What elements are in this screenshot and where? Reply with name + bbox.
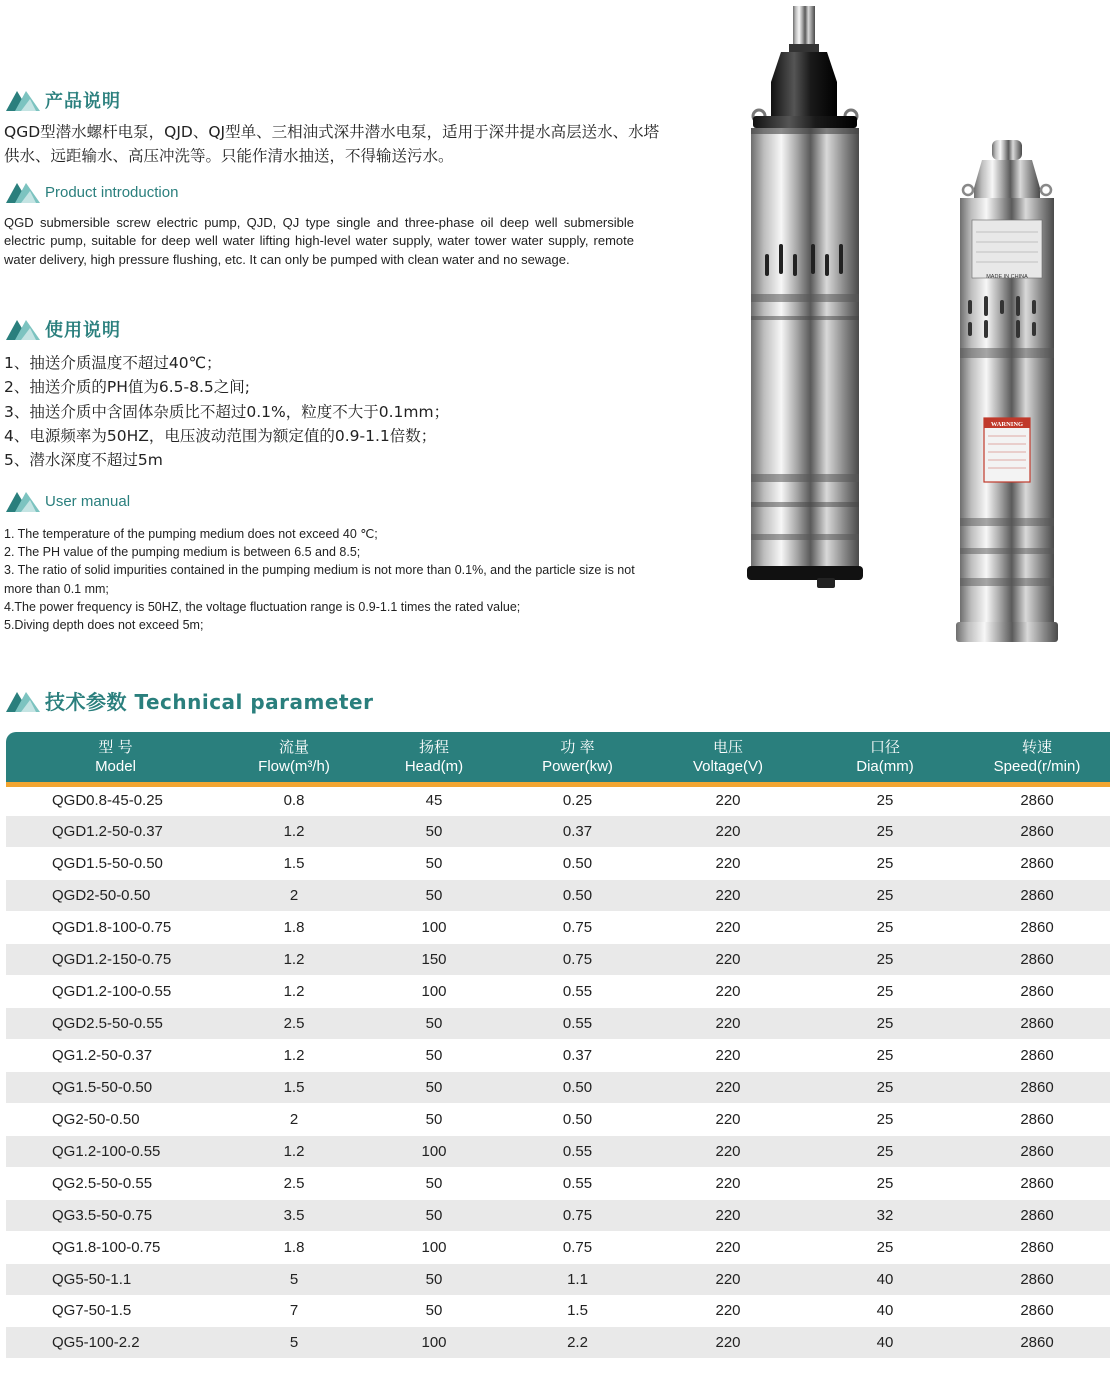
- table-cell: QGD2.5-50-0.55: [6, 1008, 225, 1040]
- table-cell: 2860: [964, 848, 1110, 880]
- table-cell: 0.55: [505, 1167, 650, 1199]
- table-cell: 50: [363, 848, 505, 880]
- product-intro-heading-cn: [6, 87, 121, 113]
- table-cell: 25: [806, 784, 964, 816]
- brand-logo-icon: [6, 490, 40, 512]
- table-cell: 220: [650, 976, 806, 1008]
- table-cell: 0.55: [505, 976, 650, 1008]
- table-cell: 0.75: [505, 944, 650, 976]
- table-cell: 50: [363, 1263, 505, 1295]
- table-cell: QGD1.5-50-0.50: [6, 848, 225, 880]
- table-cell: QG3.5-50-0.75: [6, 1199, 225, 1231]
- table-cell: QG1.8-100-0.75: [6, 1231, 225, 1263]
- table-cell: 220: [650, 1008, 806, 1040]
- section-title: 技术参数 Technical parameter: [45, 690, 374, 714]
- table-cell: QG7-50-1.5: [6, 1295, 225, 1327]
- table-cell: 25: [806, 1135, 964, 1167]
- table-cell: 2860: [964, 1231, 1110, 1263]
- column-header-flow: 流量 Flow(m³/h): [225, 732, 363, 784]
- table-cell: 220: [650, 1199, 806, 1231]
- table-cell: 220: [650, 1167, 806, 1199]
- table-row: [6, 944, 1110, 976]
- table-cell: 0.8: [225, 784, 363, 816]
- brand-logo-icon: [6, 318, 40, 340]
- table-cell: 2860: [964, 880, 1110, 912]
- table-cell: QG5-100-2.2: [6, 1327, 225, 1359]
- table-cell: QGD1.2-100-0.55: [6, 976, 225, 1008]
- column-header-voltage: 电压 Voltage(V): [650, 732, 806, 784]
- table-row: [6, 816, 1110, 848]
- table-cell: 2.5: [225, 1008, 363, 1040]
- table-cell: 0.50: [505, 1071, 650, 1103]
- list-item: 3、抽送介质中含固体杂质比不超过0.1%，粒度不大于0.1mm；: [4, 402, 450, 421]
- table-cell: QG2-50-0.50: [6, 1103, 225, 1135]
- table-cell: 1.1: [505, 1263, 650, 1295]
- table-cell: 0.50: [505, 880, 650, 912]
- table-cell: 220: [650, 1135, 806, 1167]
- table-cell: 50: [363, 816, 505, 848]
- table-cell: 50: [363, 1008, 505, 1040]
- table-cell: 220: [650, 880, 806, 912]
- table-cell: QG1.2-50-0.37: [6, 1040, 225, 1072]
- product-intro-text-cn: QGD型潜水螺杆电泵，QJD、QJ型单、三相油式深井潜水电泵，适用于深井提水高层送水、水塔供水、远距输水、高压冲洗等。只能作清水抽送，不得输送污水。: [4, 123, 660, 165]
- table-cell: 50: [363, 880, 505, 912]
- table-cell: 5: [225, 1327, 363, 1359]
- usage-list-en: [4, 525, 644, 634]
- table-cell: 2860: [964, 784, 1110, 816]
- table-cell: 50: [363, 1199, 505, 1231]
- table-row: [6, 784, 1110, 816]
- table-row: [6, 1327, 1110, 1359]
- list-item: 5、潜水深度不超过5m: [4, 451, 163, 470]
- table-cell: 2.5: [225, 1167, 363, 1199]
- table-cell: 220: [650, 1295, 806, 1327]
- table-cell: 100: [363, 1135, 505, 1167]
- table-cell: 2860: [964, 1135, 1110, 1167]
- table-cell: 2860: [964, 912, 1110, 944]
- table-cell: 220: [650, 1071, 806, 1103]
- table-cell: 25: [806, 1040, 964, 1072]
- table-cell: 25: [806, 848, 964, 880]
- table-cell: 2860: [964, 816, 1110, 848]
- table-cell: 1.2: [225, 1040, 363, 1072]
- table-cell: 2: [225, 880, 363, 912]
- warning-label: WARNING: [990, 421, 1024, 428]
- table-row: [6, 1135, 1110, 1167]
- table-row: [6, 1167, 1110, 1199]
- table-cell: 220: [650, 1040, 806, 1072]
- table-cell: 45: [363, 784, 505, 816]
- brand-logo-icon: [6, 690, 40, 712]
- table-cell: 0.37: [505, 816, 650, 848]
- table-cell: 2: [225, 1103, 363, 1135]
- column-header-head: 扬程 Head(m): [363, 732, 505, 784]
- table-cell: 0.75: [505, 1199, 650, 1231]
- table-cell: 1.2: [225, 976, 363, 1008]
- table-cell: QGD1.2-150-0.75: [6, 944, 225, 976]
- table-cell: 25: [806, 976, 964, 1008]
- table-cell: QG2.5-50-0.55: [6, 1167, 225, 1199]
- table-cell: 100: [363, 912, 505, 944]
- usage-heading-en: [6, 490, 130, 512]
- table-cell: 0.55: [505, 1135, 650, 1167]
- table-row: [6, 1040, 1110, 1072]
- table-cell: 220: [650, 1231, 806, 1263]
- table-cell: 1.2: [225, 1135, 363, 1167]
- table-row: [6, 1008, 1110, 1040]
- spec-table: [6, 732, 1110, 1359]
- table-row: [6, 880, 1110, 912]
- table-cell: QG5-50-1.1: [6, 1263, 225, 1295]
- table-cell: 2860: [964, 944, 1110, 976]
- table-row: [6, 1199, 1110, 1231]
- technical-heading: [6, 686, 373, 715]
- product-intro-text-en: QGD submersible screw electric pump, QJD, QJ type single and three-phase oil deep well submersible electric pump, suitable for deep well water lifting high-level water supply, water tower water supply, remote water delivery, high pressure flushing, etc. It can only be pumped with clean water and no sewage.: [4, 215, 634, 267]
- table-cell: 220: [650, 848, 806, 880]
- table-cell: 1.5: [225, 1071, 363, 1103]
- list-item: 4.The power frequency is 50HZ, the voltage fluctuation range is 0.9-1.1 times the rated value;: [4, 599, 521, 614]
- column-header-speed: 转速 Speed(r/min): [964, 732, 1110, 784]
- table-cell: 1.2: [225, 816, 363, 848]
- table-cell: 25: [806, 1008, 964, 1040]
- table-cell: 2860: [964, 1327, 1110, 1359]
- usage-list-cn: [4, 351, 664, 472]
- table-cell: 50: [363, 1167, 505, 1199]
- table-header-row: [6, 732, 1110, 784]
- section-title: Product introduction: [45, 183, 179, 201]
- column-header-power: 功 率 Power(kw): [505, 732, 650, 784]
- table-cell: 220: [650, 1327, 806, 1359]
- table-cell: QGD2-50-0.50: [6, 880, 225, 912]
- table-cell: 5: [225, 1263, 363, 1295]
- list-item: 4、电源频率为50HZ，电压波动范围为额定值的0.9-1.1倍数；: [4, 426, 437, 445]
- section-title: 使用说明: [45, 320, 121, 341]
- table-cell: 100: [363, 976, 505, 1008]
- table-cell: 0.75: [505, 1231, 650, 1263]
- brand-logo-icon: [6, 89, 40, 111]
- table-cell: 0.37: [505, 1040, 650, 1072]
- table-cell: 0.50: [505, 1103, 650, 1135]
- list-item: 1. The temperature of the pumping medium does not exceed 40 ℃;: [4, 527, 378, 541]
- table-cell: 50: [363, 1040, 505, 1072]
- table-cell: 220: [650, 944, 806, 976]
- made-in-label: MADE IN CHINA: [986, 274, 1028, 280]
- column-header-dia: 口径 Dia(mm): [806, 732, 964, 784]
- table-cell: 25: [806, 1103, 964, 1135]
- table-cell: 40: [806, 1263, 964, 1295]
- usage-heading-cn: [6, 316, 121, 342]
- table-cell: 0.50: [505, 848, 650, 880]
- table-cell: 150: [363, 944, 505, 976]
- section-title: User manual: [45, 492, 131, 510]
- table-cell: 220: [650, 816, 806, 848]
- table-cell: 1.2: [225, 944, 363, 976]
- table-cell: 220: [650, 1103, 806, 1135]
- pump-image-small: [952, 138, 1062, 650]
- table-cell: 2860: [964, 1199, 1110, 1231]
- table-cell: 100: [363, 1231, 505, 1263]
- table-cell: 25: [806, 816, 964, 848]
- table-cell: 50: [363, 1071, 505, 1103]
- table-cell: 0.75: [505, 912, 650, 944]
- table-cell: 1.5: [225, 848, 363, 880]
- section-title: 产品说明: [45, 91, 121, 112]
- list-item: 5.Diving depth does not exceed 5m;: [4, 618, 204, 633]
- table-cell: 220: [650, 912, 806, 944]
- table-cell: QG1.2-100-0.55: [6, 1135, 225, 1167]
- table-cell: 50: [363, 1295, 505, 1327]
- table-cell: 2860: [964, 1295, 1110, 1327]
- table-cell: 3.5: [225, 1199, 363, 1231]
- table-cell: 2860: [964, 1071, 1110, 1103]
- list-item: 3. The ratio of solid impurities contained in the pumping medium is not more than 0.1%, and the particle size is not more than 0.1 mm;: [4, 563, 635, 596]
- table-cell: 25: [806, 944, 964, 976]
- table-cell: 1.8: [225, 912, 363, 944]
- table-row: [6, 1103, 1110, 1135]
- table-cell: QG1.5-50-0.50: [6, 1071, 225, 1103]
- table-cell: 2860: [964, 976, 1110, 1008]
- table-cell: QGD1.8-100-0.75: [6, 912, 225, 944]
- list-item: 2. The PH value of the pumping medium is between 6.5 and 8.5;: [4, 545, 361, 560]
- list-item: 1、抽送介质温度不超过40℃；: [4, 354, 222, 372]
- table-cell: 100: [363, 1327, 505, 1359]
- table-cell: 1.8: [225, 1231, 363, 1263]
- table-cell: 25: [806, 1231, 964, 1263]
- pump-image-large: [745, 4, 865, 590]
- table-cell: 25: [806, 880, 964, 912]
- table-cell: 220: [650, 1263, 806, 1295]
- table-cell: 32: [806, 1199, 964, 1231]
- table-row: [6, 1231, 1110, 1263]
- table-row: [6, 1263, 1110, 1295]
- column-header-model: 型 号 Model: [6, 732, 225, 784]
- table-cell: 2860: [964, 1263, 1110, 1295]
- table-cell: 50: [363, 1103, 505, 1135]
- table-cell: 2860: [964, 1040, 1110, 1072]
- table-cell: 0.25: [505, 784, 650, 816]
- table-cell: 0.55: [505, 1008, 650, 1040]
- spec-table-body: [6, 784, 1110, 1359]
- table-row: [6, 976, 1110, 1008]
- table-cell: 25: [806, 912, 964, 944]
- table-cell: 2860: [964, 1103, 1110, 1135]
- table-cell: 25: [806, 1167, 964, 1199]
- list-item: 2、抽送介质的PH值为6.5-8.5之间;: [4, 378, 250, 397]
- table-cell: 220: [650, 784, 806, 816]
- table-cell: 2860: [964, 1008, 1110, 1040]
- table-row: [6, 1071, 1110, 1103]
- table-cell: QGD1.2-50-0.37: [6, 816, 225, 848]
- table-cell: 2.2: [505, 1327, 650, 1359]
- product-intro-heading-en: [6, 181, 178, 203]
- table-cell: 40: [806, 1295, 964, 1327]
- table-cell: 40: [806, 1327, 964, 1359]
- table-cell: 2860: [964, 1167, 1110, 1199]
- table-row: [6, 1295, 1110, 1327]
- table-cell: 7: [225, 1295, 363, 1327]
- table-cell: 1.5: [505, 1295, 650, 1327]
- table-row: [6, 848, 1110, 880]
- table-cell: 25: [806, 1071, 964, 1103]
- table-cell: QGD0.8-45-0.25: [6, 784, 225, 816]
- brand-logo-icon: [6, 181, 40, 203]
- table-row: [6, 912, 1110, 944]
